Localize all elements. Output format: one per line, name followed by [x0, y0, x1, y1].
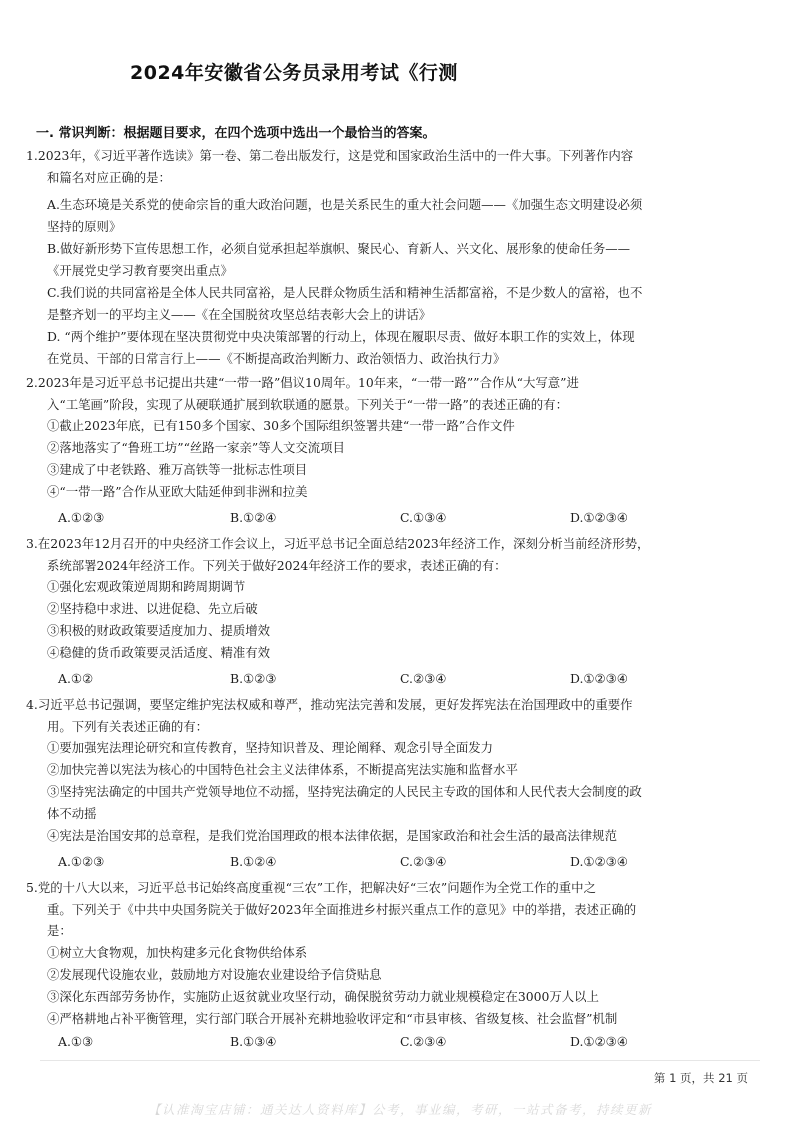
question-4-item-3-line-1: ③坚持宪法确定的中国共产党领导地位不动摇，坚持宪法确定的人民民主专政的国体和人民代表大会制度的政 [47, 784, 642, 799]
question-2-item-1: ①截止2023年底，已有150多个国家、30多个国际组织签署共建“一带一路”合作文件 [47, 418, 515, 433]
question-5-stem-line-1: 5.党的十八大以来，习近平总书记始终高度重视“三农”工作，把解决好“三农”问题作为全党工作的重中之 [26, 880, 596, 895]
question-3-item-3: ③积极的财政政策要适度加力、提质增效 [47, 623, 271, 638]
question-5-item-4: ④严格耕地占补平衡管理，实行部门联合开展补充耕地验收评定和“市县审核、省级复核、社会监督”机制 [47, 1011, 618, 1026]
question-1-option-b-line-1: B.做好新形势下宣传思想工作，必须自觉承担起举旗帜、聚民心、育新人、兴文化、展形象的使命任务—— [47, 241, 631, 256]
question-3-choice-a: A.①② [58, 671, 94, 686]
question-3-stem-line-2: 系统部署2024年经济工作。下列关于做好2024年经济工作的要求，表述正确的有： [47, 558, 507, 573]
question-5-choice-d: D.①②③④ [570, 1034, 628, 1049]
question-2-stem-line-1: 2.2023年是习近平总书记提出共建“一带一路”倡议10周年。10年来，“一带一路””合作从“大写意”进 [26, 375, 579, 390]
question-2-choice-c: C.①③④ [400, 510, 447, 525]
footer-divider [40, 1060, 760, 1061]
question-5-item-3: ③深化东西部劳务协作，实施防止返贫就业攻坚行动，确保脱贫劳动力就业规模稳定在3000万人以上 [47, 989, 599, 1004]
question-2-item-2: ②落地落实了“鲁班工坊”“丝路一家亲”等人文交流项目 [47, 440, 345, 455]
question-3-item-2: ②坚持稳中求进、以进促稳、先立后破 [47, 601, 258, 616]
question-3-stem-line-1: 3.在2023年12月召开的中央经济工作会议上，习近平总书记全面总结2023年经济工作，深刻分析当前经济形势， [26, 536, 650, 551]
question-4-item-2: ②加快完善以宪法为核心的中国特色社会主义法律体系，不断提高宪法实施和监督水平 [47, 762, 518, 777]
section-heading: 一. 常识判断：根据题目要求，在四个选项中选出一个最恰当的答案。 [36, 126, 436, 141]
question-4-item-3-line-2: 体不动摇 [47, 806, 97, 821]
question-2-choice-a: A.①②③ [58, 510, 105, 525]
question-4-stem-line-1: 4.习近平总书记强调，要坚定维护宪法权威和尊严，推动宪法完善和发展，更好发挥宪法在治国理政中的重要作 [26, 697, 633, 712]
question-1-option-d-line-1: D. “两个维护”要体现在坚决贯彻党中央决策部署的行动上，体现在履职尽责、做好本职工作的实效上，体现 [47, 329, 635, 344]
question-4-item-1: ①要加强宪法理论研究和宣传教育，坚持知识普及、理论阐释、观念引导全面发力 [47, 740, 494, 755]
question-5-choice-c: C.②③④ [400, 1034, 447, 1049]
question-3-item-1: ①强化宏观政策逆周期和跨周期调节 [47, 579, 246, 594]
watermark-text: 【认准淘宝店铺：通关达人资料库】公考，事业编，考研，一站式备考，持续更新 [147, 1102, 652, 1117]
question-5-item-1: ①树立大食物观，加快构建多元化食物供给体系 [47, 945, 308, 960]
question-4-choice-b: B.①②④ [230, 854, 277, 869]
question-1-option-b-line-2: 《开展党史学习教育要突出重点》 [47, 263, 233, 278]
question-5-stem-line-3: 是： [47, 923, 72, 938]
question-5-item-2: ②发展现代设施农业，鼓励地方对设施农业建设给予信贷贴息 [47, 967, 382, 982]
question-4-choice-c: C.②③④ [400, 854, 447, 869]
question-1-option-c-line-2: 是整齐划一的平均主义——《在全国脱贫攻坚总结表彰大会上的讲话》 [47, 307, 432, 322]
question-1-stem-line-2: 和篇名对应正确的是： [47, 170, 171, 185]
page-number: 第 1 页，共 21 页 [653, 1071, 748, 1085]
question-1-stem-line-1: 1.2023年，《习近平著作选读》第一卷、第二卷出版发行，这是党和国家政治生活中的一件大事。下列著作内容 [26, 148, 634, 163]
question-2-stem-line-2: 入“工笔画”阶段，实现了从硬联通扩展到软联通的愿景。下列关于“一带一路”的表述正确的有： [47, 397, 568, 412]
question-3-choice-c: C.②③④ [400, 671, 447, 686]
question-3-choice-b: B.①②③ [230, 671, 277, 686]
question-1-option-a-line-2: 坚持的原则》 [47, 219, 122, 234]
question-2-choice-b: B.①②④ [230, 510, 277, 525]
question-4-choice-a: A.①②③ [58, 854, 105, 869]
question-1-option-a-line-1: A.生态环境是关系党的使命宗旨的重大政治问题，也是关系民生的重大社会问题——《加强生态文明建设必须 [47, 197, 643, 212]
question-1-option-d-line-2: 在党员、干部的日常言行上——《不断提高政治判断力、政治领悟力、政治执行力》 [47, 351, 506, 366]
question-2-item-4: ④“一带一路”合作从亚欧大陆延伸到非洲和拉美 [47, 484, 308, 499]
question-2-item-3: ③建成了中老铁路、雅万高铁等一批标志性项目 [47, 462, 308, 477]
question-2-choice-d: D.①②③④ [570, 510, 628, 525]
question-3-choice-d: D.①②③④ [570, 671, 628, 686]
question-5-choice-b: B.①③④ [230, 1034, 277, 1049]
question-5-stem-line-2: 重。下列关于《中共中央国务院关于做好2023年全面推进乡村振兴重点工作的意见》中的举措，表述正确的 [47, 902, 637, 917]
question-3-item-4: ④稳健的货币政策要灵活适度、精准有效 [47, 645, 271, 660]
page-title: 2024年安徽省公务员录用考试《行测 [130, 62, 458, 84]
question-4-choice-d: D.①②③④ [570, 854, 628, 869]
question-4-item-4: ④宪法是治国安邦的总章程，是我们党治国理政的根本法律依据，是国家政治和社会生活的最高法律规范 [47, 828, 617, 843]
question-5-choice-a: A.①③ [58, 1034, 94, 1049]
question-1-option-c-line-1: C.我们说的共同富裕是全体人民共同富裕，是人民群众物质生活和精神生活都富裕，不是少数人的富裕，也不 [47, 285, 643, 300]
question-4-stem-line-2: 用。下列有关表述正确的有： [47, 719, 209, 734]
